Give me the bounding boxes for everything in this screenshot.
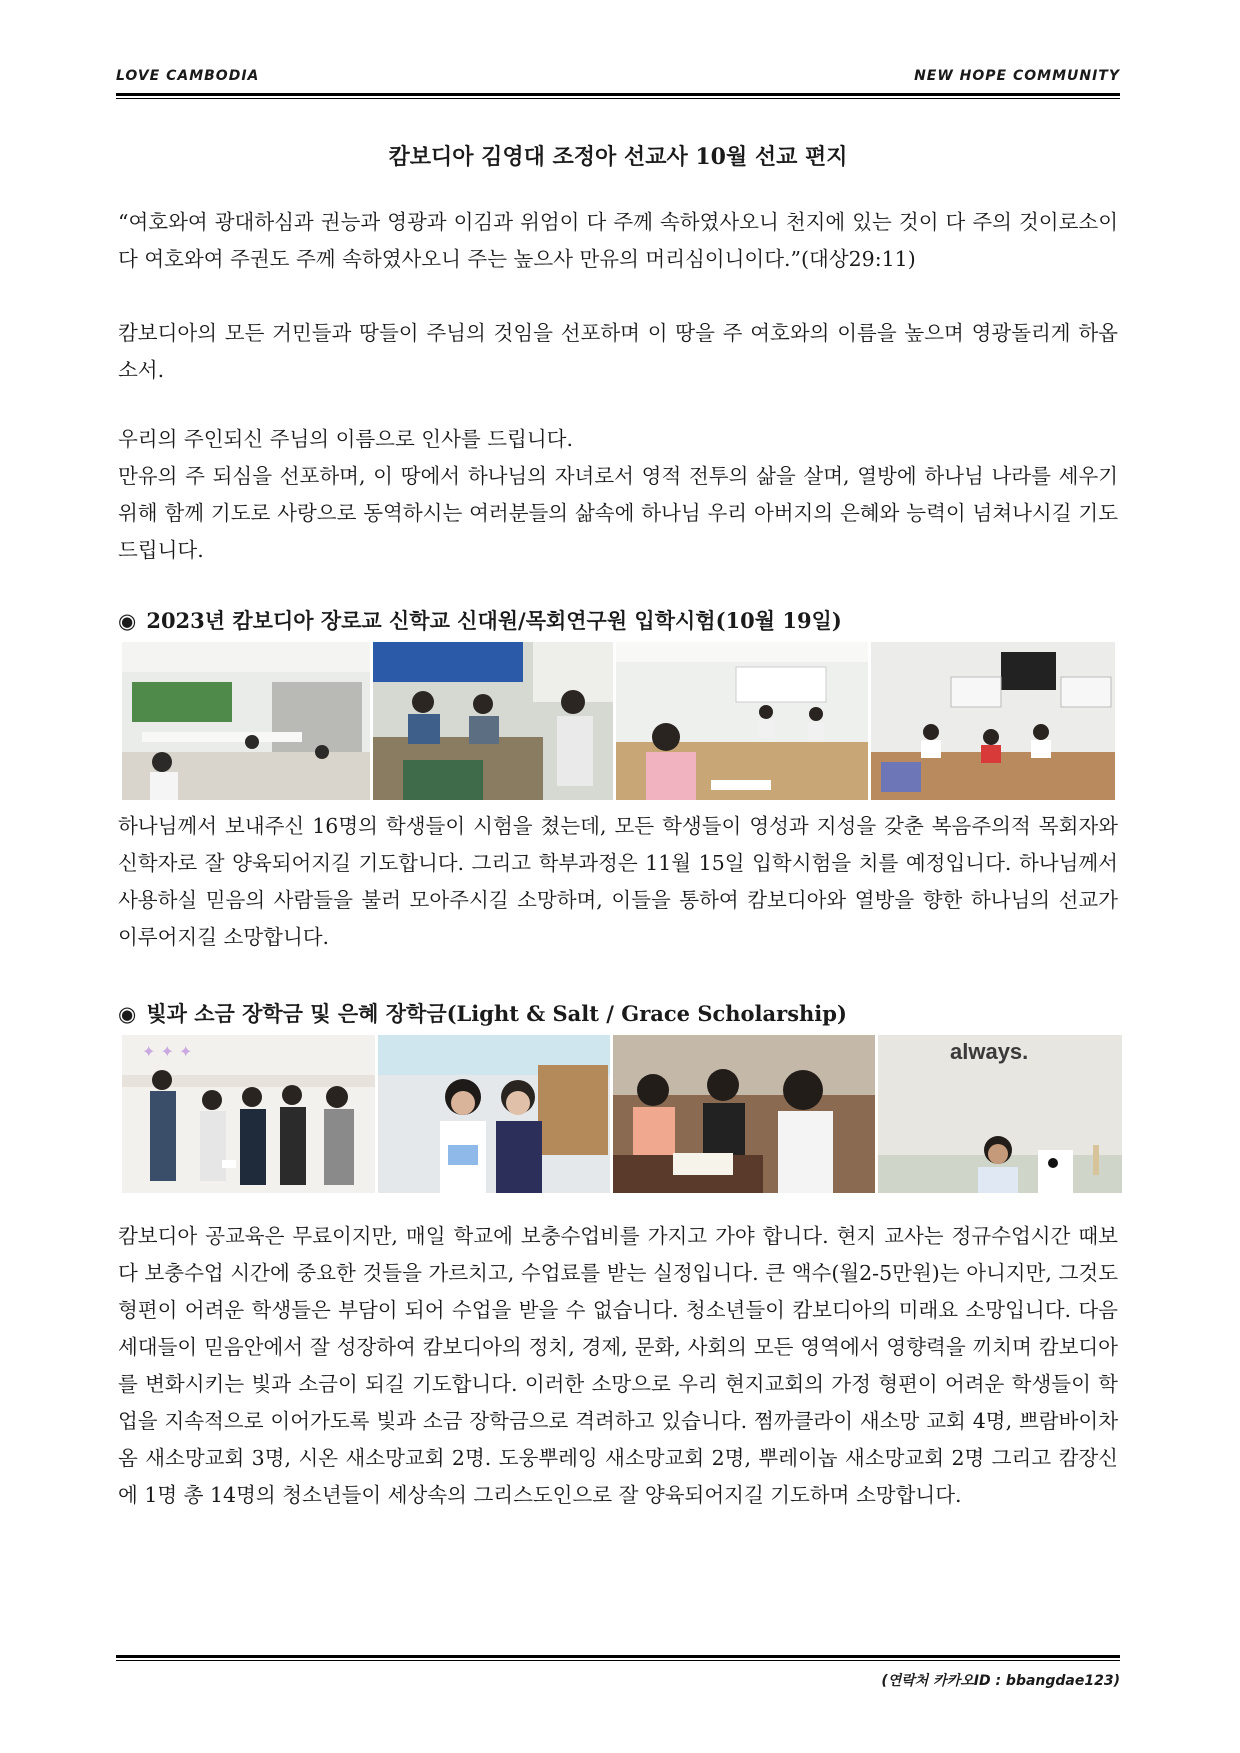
scholarship-photo-2 xyxy=(378,1035,610,1193)
exam-photo-1 xyxy=(122,642,370,800)
exam-photo-2 xyxy=(373,642,613,800)
section2-title: 빛과 소금 장학금 및 은혜 장학금(Light & Salt / Grace Scholarship) xyxy=(146,1001,847,1026)
section1-heading xyxy=(118,605,1118,635)
section2-heading xyxy=(118,998,1118,1028)
bullet-icon: ◉ xyxy=(118,1001,137,1026)
greeting-line2: 만유의 주 되심을 선포하며, 이 땅에서 하나님의 자녀로서 영적 전투의 삶을 살며, 열방에 하나님 나라를 세우기 위해 함께 기도로 사랑으로 동역하시는 여러분들의 삶속에 하나님 우리 아버지의 은혜와 능력이 넘쳐나시길 기도드립니다. xyxy=(118,464,1118,562)
exam-photo-row xyxy=(122,642,1122,800)
wall-lettering: always. xyxy=(950,1039,1029,1064)
header-right: NEW HOPE COMMUNITY xyxy=(914,68,1120,84)
svg-text:✦ ✦ ✦: ✦ ✦ ✦ xyxy=(142,1042,193,1061)
scholarship-photo-row xyxy=(122,1035,1122,1193)
intro-verse: “여호와여 광대하심과 권능과 영광과 이김과 위엄이 다 주께 속하였사오니 천지에 있는 것이 다 주의 것이로소이다 여호와여 주권도 주께 속하였사오니 주는 높으사 만유의 머리심이니이다.”(대상29:11) xyxy=(118,210,1118,271)
header-left: LOVE CAMBODIA xyxy=(116,68,260,84)
page-header xyxy=(116,68,1120,84)
exam-photo-4 xyxy=(871,642,1115,800)
scholarship-photo-3 xyxy=(613,1035,875,1193)
contact-footer: (연락처 카카오ID : bbangdae123) xyxy=(881,1673,1120,1689)
scholarship-photo-4 xyxy=(878,1035,1122,1193)
header-rule xyxy=(116,93,1120,99)
section1-title: 2023년 캄보디아 장로교 신학교 신대원/목회연구원 입학시험(10월 19일) xyxy=(146,608,842,633)
intro-prayer: 캄보디아의 모든 거민들과 땅들이 주님의 것임을 선포하며 이 땅을 주 여호와의 이름을 높으며 영광돌리게 하옵소서. xyxy=(118,321,1118,382)
section2-body: 캄보디아 공교육은 무료이지만, 매일 학교에 보충수업비를 가지고 가야 합니다. 현지 교사는 정규수업시간 때보다 보충수업 시간에 중요한 것들을 가르치고, 수업료를 받는 실정입니다. 큰 액수(월2-5만원)는 아니지만, 그것도 형편이 어려운 학생들은 부담이 되어 수업을 받을 수 없습니다. 청소년들이 캄보디아의 미래요 소망입니다. 다음 세대들이 믿음안에서 잘 성장하여 캄보디아의 정치, 경제, 문화, 사회의 모든 영역에서 영향력을 끼치며 캄보디아를 변화시키는 빛과 소금이 되길 기도합니다. 이러한 소망으로 우리 현지교회의 가정 형편이 어려운 학생들이 학업을 지속적으로 이어가도록 빛과 소금 장학금으로 격려하고 있습니다. 쩜까클라이 새소망 교회 4명, 쁘람바이차옴 새소망교회 3명, 시온 새소망교회 2명. 도웅뿌레잉 새소망교회 2명, 뿌레이놉 새소망교회 2명 그리고 캄장신에 1명 총 14명의 청소년들이 세상속의 그리스도인으로 잘 양육되어지길 기도하며 소망합니다. xyxy=(118,1224,1118,1507)
bullet-icon: ◉ xyxy=(118,608,137,633)
scholarship-photo-1 xyxy=(122,1035,375,1193)
greeting-line1: 우리의 주인되신 주님의 이름으로 인사를 드립니다. xyxy=(118,427,573,451)
section1-body: 하나님께서 보내주신 16명의 학생들이 시험을 쳤는데, 모든 학생들이 영성과 지성을 갖춘 복음주의적 목회자와 신학자로 잘 양육되어지길 기도합니다. 그리고 학부과정은 11월 15일 입학시험을 치를 예정입니다. 하나님께서 사용하실 믿음의 사람들을 불러 모아주시길 소망하며, 이들을 통하여 캄보디아와 열방을 향한 하나님의 선교가 이루어지길 소망합니다. xyxy=(118,814,1118,949)
exam-photo-3 xyxy=(616,642,868,800)
letter-title: 캄보디아 김영대 조정아 선교사 10월 선교 편지 xyxy=(388,144,848,170)
footer-rule xyxy=(116,1655,1120,1661)
